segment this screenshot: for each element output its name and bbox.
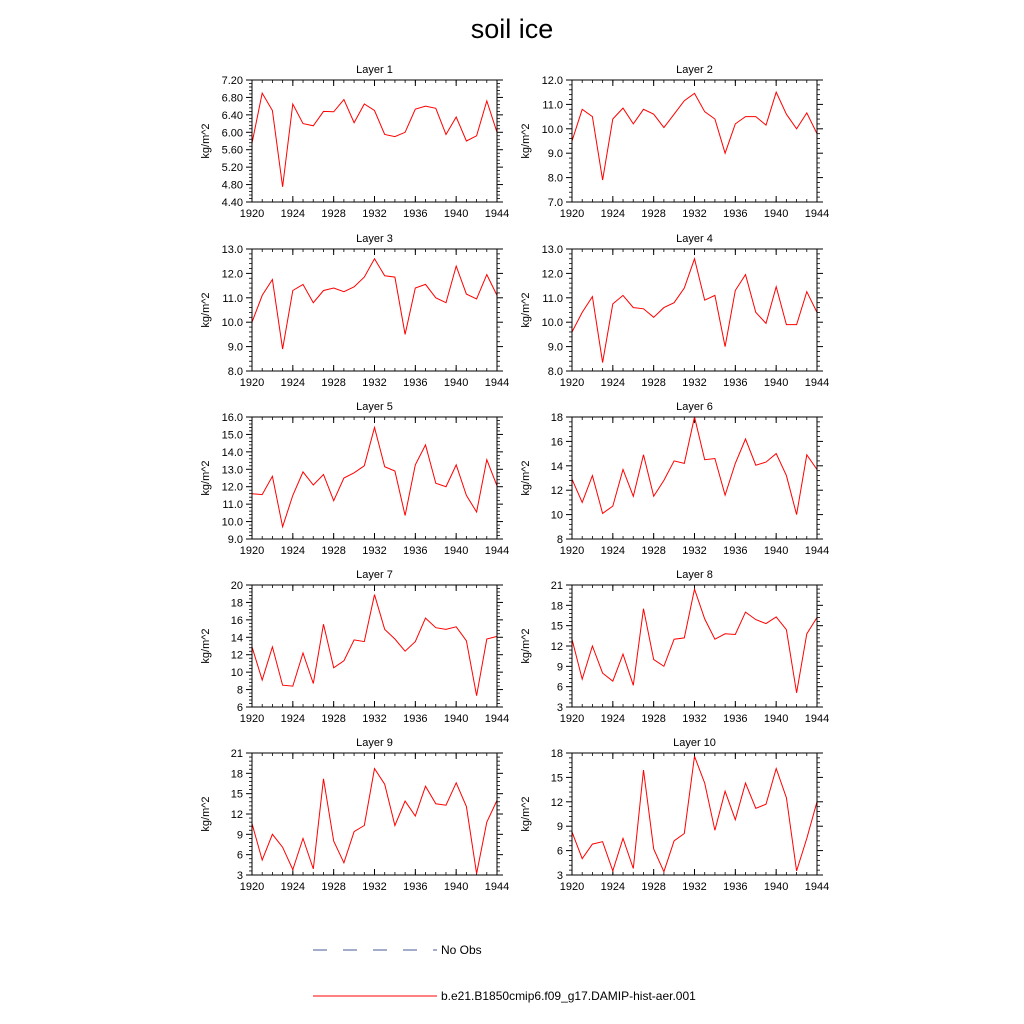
x-tick-label: 1936: [723, 208, 748, 220]
x-tick-label: 1932: [362, 713, 387, 725]
x-tick-label: 1936: [403, 377, 428, 389]
y-tick-label: 12: [550, 485, 563, 498]
y-tick-label: 16: [550, 436, 563, 449]
y-tick-label: 11.0: [542, 99, 563, 112]
x-tick-label: 1920: [239, 377, 265, 389]
x-tick-label: 1940: [443, 881, 469, 893]
panel-title: Layer 8: [676, 569, 713, 581]
x-tick-label: 1924: [600, 208, 626, 220]
y-tick-label: 16: [230, 614, 243, 627]
y-tick-label: 9.0: [227, 341, 243, 354]
y-tick-label: 21: [550, 580, 563, 592]
x-tick-label: 1940: [763, 545, 789, 557]
plot-frame: [252, 249, 497, 371]
x-tick-label: 1932: [682, 377, 707, 389]
y-tick-label: 4.80: [221, 179, 243, 192]
x-tick-label: 1928: [641, 208, 666, 220]
y-tick-label: 9: [236, 829, 243, 842]
y-tick-label: 4.40: [221, 197, 243, 209]
y-tick-label: 13.0: [221, 464, 243, 477]
x-tick-label: 1932: [682, 208, 707, 220]
x-tick-label: 1928: [641, 545, 666, 557]
y-tick-label: 15: [550, 772, 563, 785]
y-tick-label: 14: [230, 632, 243, 645]
legend-model-label: b.e21.B1850cmip6.f09_g17.DAMIP-hist-aer.001: [441, 989, 696, 1003]
y-tick-label: 15: [550, 620, 563, 633]
panel-layer-9: [200, 737, 509, 893]
y-axis-label: kg/m^2: [520, 292, 532, 328]
x-tick-label: 1944: [804, 545, 830, 557]
y-tick-label: 14.0: [221, 446, 243, 459]
x-tick-label: 1932: [362, 208, 387, 220]
x-tick-label: 1944: [804, 208, 830, 220]
series-line: [252, 259, 497, 349]
x-tick-label: 1924: [280, 881, 306, 893]
series-line: [252, 93, 497, 187]
x-tick-label: 1932: [682, 881, 707, 893]
y-tick-label: 12: [550, 796, 563, 809]
y-tick-label: 3: [556, 702, 563, 714]
y-tick-label: 11.0: [222, 292, 243, 305]
series-line: [572, 417, 817, 515]
x-tick-label: 1924: [600, 713, 626, 725]
y-axis-label: kg/m^2: [200, 123, 212, 159]
series-line: [252, 769, 497, 874]
y-tick-label: 10: [550, 509, 563, 522]
x-tick-label: 1924: [600, 377, 626, 389]
x-tick-label: 1940: [443, 545, 469, 557]
x-tick-label: 1920: [559, 377, 585, 389]
y-tick-label: 8: [556, 534, 563, 546]
legend-obs-label: No Obs: [441, 943, 482, 957]
y-tick-label: 6: [236, 849, 243, 862]
x-tick-label: 1928: [321, 881, 346, 893]
x-tick-label: 1928: [641, 713, 666, 725]
x-tick-label: 1940: [763, 377, 789, 389]
y-tick-label: 6: [556, 845, 563, 858]
x-tick-label: 1944: [804, 713, 830, 725]
x-tick-label: 1924: [600, 545, 626, 557]
plot-frame: [572, 585, 817, 707]
panel-layer-3: [200, 233, 509, 389]
panel-title: Layer 4: [676, 233, 713, 245]
y-tick-label: 3: [556, 870, 563, 882]
panel-title: Layer 3: [356, 233, 393, 245]
y-tick-label: 16.0: [221, 412, 243, 424]
panel-layer-7: [200, 569, 509, 725]
y-axis-label: kg/m^2: [200, 796, 212, 832]
y-axis-label: kg/m^2: [520, 796, 532, 832]
x-tick-label: 1944: [484, 881, 510, 893]
y-axis-label: kg/m^2: [200, 628, 212, 664]
x-tick-label: 1940: [763, 713, 789, 725]
x-tick-label: 1936: [723, 881, 748, 893]
x-tick-label: 1936: [723, 545, 748, 557]
y-axis-label: kg/m^2: [520, 628, 532, 664]
y-tick-label: 10.0: [541, 317, 563, 330]
y-tick-label: 6.80: [221, 92, 243, 105]
y-tick-label: 10.0: [221, 317, 243, 330]
x-tick-label: 1936: [403, 713, 428, 725]
y-tick-label: 15: [230, 788, 243, 801]
x-tick-label: 1944: [484, 208, 510, 220]
x-tick-label: 1924: [280, 377, 306, 389]
series-line: [252, 595, 497, 696]
y-tick-label: 5.60: [221, 144, 243, 157]
x-tick-label: 1928: [321, 545, 346, 557]
x-tick-label: 1944: [804, 377, 830, 389]
x-tick-label: 1920: [559, 881, 585, 893]
y-tick-label: 5.20: [221, 162, 243, 175]
panel-title: Layer 6: [676, 401, 713, 413]
panel-layer-8: [520, 569, 829, 725]
x-tick-label: 1924: [280, 713, 306, 725]
panel-title: Layer 1: [356, 64, 393, 76]
x-tick-label: 1940: [443, 377, 469, 389]
y-tick-label: 6.00: [221, 127, 243, 140]
series-line: [572, 259, 817, 363]
y-tick-label: 12.0: [541, 268, 563, 281]
y-tick-label: 10.0: [221, 516, 243, 529]
x-tick-label: 1928: [641, 881, 666, 893]
y-axis-label: kg/m^2: [200, 292, 212, 328]
x-tick-label: 1920: [239, 881, 265, 893]
y-tick-label: 11.0: [222, 499, 243, 512]
panel-title: Layer 5: [356, 401, 393, 413]
panel-title: Layer 7: [356, 569, 393, 581]
x-tick-label: 1920: [239, 545, 265, 557]
x-tick-label: 1924: [600, 881, 626, 893]
x-tick-label: 1928: [321, 208, 346, 220]
y-tick-label: 9.0: [547, 148, 563, 161]
y-tick-label: 18: [550, 748, 563, 760]
x-tick-label: 1928: [321, 713, 346, 725]
x-tick-label: 1920: [239, 713, 265, 725]
y-tick-label: 21: [230, 748, 243, 760]
x-tick-label: 1920: [559, 545, 585, 557]
y-tick-label: 7.20: [221, 75, 243, 87]
panel-title: Layer 2: [676, 64, 713, 76]
y-tick-label: 9.0: [547, 341, 563, 354]
y-tick-label: 3: [236, 870, 243, 882]
x-tick-label: 1940: [763, 881, 789, 893]
x-tick-label: 1924: [280, 545, 306, 557]
panel-layer-1: [200, 64, 509, 220]
x-tick-label: 1944: [484, 377, 510, 389]
x-tick-label: 1932: [362, 377, 387, 389]
x-tick-label: 1936: [403, 545, 428, 557]
plot-frame: [252, 585, 497, 707]
y-tick-label: 9: [556, 821, 563, 834]
x-tick-label: 1936: [403, 208, 428, 220]
y-tick-label: 10.0: [541, 123, 563, 136]
x-tick-label: 1928: [321, 377, 346, 389]
x-tick-label: 1940: [443, 713, 469, 725]
y-tick-label: 12.0: [221, 481, 243, 494]
panel-layer-10: [520, 737, 829, 893]
y-tick-label: 13.0: [541, 244, 563, 256]
y-tick-label: 9: [556, 661, 563, 674]
y-tick-label: 18: [550, 600, 563, 613]
y-tick-label: 18: [230, 768, 243, 781]
x-tick-label: 1944: [484, 713, 510, 725]
x-tick-label: 1932: [682, 713, 707, 725]
y-tick-label: 12.0: [541, 75, 563, 87]
x-tick-label: 1920: [559, 713, 585, 725]
series-line: [572, 92, 817, 180]
panel-title: Layer 10: [673, 737, 716, 749]
plot-frame: [252, 80, 497, 202]
y-tick-label: 7.0: [547, 197, 563, 209]
y-tick-label: 8: [236, 684, 243, 697]
y-tick-label: 12.0: [221, 268, 243, 281]
x-tick-label: 1936: [723, 377, 748, 389]
y-tick-label: 18: [230, 597, 243, 610]
y-tick-label: 15.0: [221, 429, 243, 442]
y-tick-label: 18: [550, 412, 563, 424]
y-tick-label: 11.0: [542, 292, 563, 305]
x-tick-label: 1928: [641, 377, 666, 389]
y-tick-label: 20: [230, 580, 243, 592]
y-axis-label: kg/m^2: [520, 460, 532, 496]
figure-title: soil ice: [470, 14, 554, 44]
panel-title: Layer 9: [356, 737, 393, 749]
y-tick-label: 6.40: [221, 109, 243, 122]
y-tick-label: 14: [550, 460, 563, 473]
panel-layer-4: [520, 233, 829, 389]
x-tick-label: 1920: [239, 208, 265, 220]
panel-layer-2: [520, 64, 829, 220]
plot-frame: [572, 249, 817, 371]
y-tick-label: 13.0: [221, 244, 243, 256]
series-line: [252, 428, 497, 527]
x-tick-label: 1944: [804, 881, 830, 893]
y-tick-label: 10: [230, 667, 243, 680]
y-tick-label: 6: [556, 681, 563, 694]
y-tick-label: 8.0: [227, 366, 243, 378]
y-tick-label: 12: [550, 641, 563, 653]
panel-layer-5: [200, 401, 509, 557]
y-tick-label: 6: [236, 702, 243, 714]
y-tick-label: 8.0: [547, 172, 563, 185]
y-tick-label: 9.0: [227, 534, 243, 546]
y-tick-label: 12: [230, 649, 243, 662]
panel-layer-6: [520, 401, 829, 557]
x-tick-label: 1936: [723, 713, 748, 725]
x-tick-label: 1940: [443, 208, 469, 220]
x-tick-label: 1932: [362, 545, 387, 557]
x-tick-label: 1924: [280, 208, 306, 220]
plot-frame: [572, 417, 817, 539]
x-tick-label: 1936: [403, 881, 428, 893]
x-tick-label: 1932: [362, 881, 387, 893]
x-tick-label: 1920: [559, 208, 585, 220]
series-line: [572, 756, 817, 871]
y-tick-label: 8.0: [547, 366, 563, 378]
x-tick-label: 1932: [682, 545, 707, 557]
y-axis-label: kg/m^2: [200, 460, 212, 496]
series-line: [572, 589, 817, 693]
y-axis-label: kg/m^2: [520, 123, 532, 159]
x-tick-label: 1940: [763, 208, 789, 220]
plot-frame: [572, 753, 817, 875]
x-tick-label: 1944: [484, 545, 510, 557]
legend: [313, 943, 696, 1003]
y-tick-label: 12: [230, 809, 243, 821]
